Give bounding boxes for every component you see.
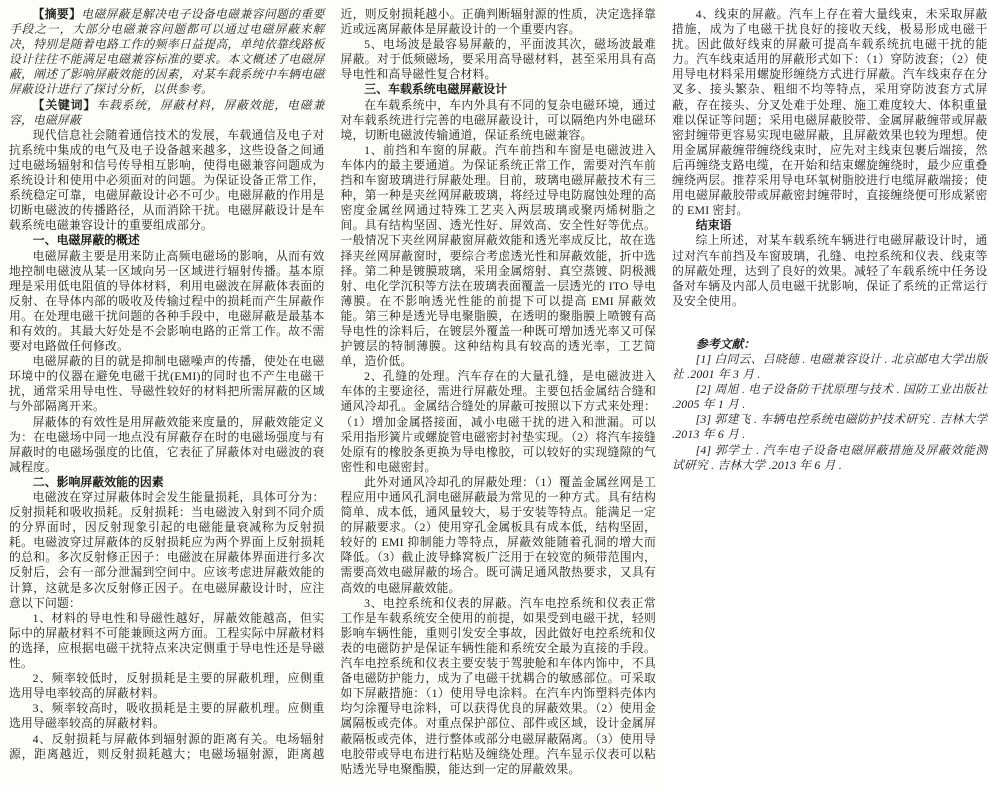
conclusion-paragraph: 综上所述，对某车载系统车辆进行电磁屏蔽设计时，通过对汽车前挡及车窗玻璃，孔缝、电控系统和仪表、线束等的屏蔽处理，达到了良好的效果。减轻了车载系统中任务设备对车辆及内部人员电磁干扰影响，保证了系统的正常运行及安全使用。 <box>672 233 988 308</box>
section3-paragraph-1: 在车载系统中，车内外具有不同的复杂电磁环境，通过对车载系统进行完善的电磁屏蔽设计，可以隔绝内外电磁环境，切断电磁波传输通道，保证系统电磁兼容。 <box>340 97 656 142</box>
keywords-label: 【关键词】 <box>32 97 97 112</box>
section-heading-1: 一、电磁屏蔽的概述 <box>32 233 140 248</box>
section1-paragraph-2: 电磁屏蔽的目的就是抑制电磁噪声的传播，使处在电磁环境中的仪器在避免电磁干扰(EMI)的同时也不产生电磁干扰，通常采用导电性、导磁性较好的材料把所需屏蔽的区域与外部隔离开来。 <box>9 354 325 414</box>
abstract-label: 【摘要】 <box>32 7 82 21</box>
abstract-paragraph <box>9 7 325 98</box>
section2-list-item-3: 3、频率较高时，吸收损耗是主要的屏蔽机理。应侧重选用导磁率较高的屏蔽材料。 <box>9 701 325 731</box>
two-column-text-area <box>9 7 988 785</box>
section3-paragraph-4: 此外对通风冷却孔的屏蔽处理：（1）覆盖金属丝网是工程应用中通风孔洞电磁屏蔽最为常见的一种方式。具有结构简单、成本低，通风量较大，易于安装等特点。能满足一定的屏蔽要求。（2）使用穿孔金属板具有成本低，结构坚固，较好的 EMI 抑制能力等特点，屏蔽效能随着孔洞的增大而降低。（3）截止波导蜂窝板广泛用于在较宽的频带范围内，需要高效电磁屏蔽的场合。既可满足通风散热要求，又具有高效的电磁屏蔽效能。 <box>340 474 656 595</box>
section2-list-item-2: 2、频率较低时，反射损耗是主要的屏蔽机理，应侧重选用导电率较高的屏蔽材料。 <box>9 671 325 701</box>
reference-item: [3] 郭建飞 . 车辆电控系统电磁防护技术研究 . 吉林大学 .2013 年 6 月 . <box>672 412 988 442</box>
references-heading: 参考文献： <box>695 336 756 351</box>
keywords-paragraph <box>9 98 325 128</box>
section2-list-item-5: 5、电场波是最容易屏蔽的，平面波其次，磁场波最难屏蔽。对于低频磁场，要采用高导磁材料，甚至采用具有高导电性和高导磁性复合材料。 <box>340 37 656 82</box>
section3-paragraph-2: 1、前挡和车窗的屏蔽。汽车前挡和车窗是电磁波进入车体内的最主要通道。为保证系统正常工作，需要对汽车前挡和车窗玻璃进行屏蔽处理。目前，玻璃电磁屏蔽技术有三种，第一种是夹丝网屏蔽玻璃，将经过导电防腐蚀处理的高密度金属丝网通过特殊工艺夹入两层玻璃或聚丙烯树脂之间。具有结构坚固、透光性好、屏效高、安全性好等优点。一般情况下夹丝网屏蔽窗屏蔽效能和透光率成反比，故在选择夹丝网屏蔽窗时，要综合考虑透光性和屏蔽效能，折中选择。第二种是镀膜玻璃，采用金属熔射、真空蒸镀、阴极溅射、电化学沉积等方法在玻璃表面覆盖一层透光的 ITO 导电薄膜。在不影响透光性能的前提下可以提高 EMI 屏蔽效能。第三种是透光导电聚脂膜，在透明的聚脂膜上喷镀有高导电性的涂料后，在镀层外覆盖一种既可增加透光率又可保护镀层的特制薄膜。这种结构具有较高的透光率，工艺简单，造价低。 <box>340 142 656 369</box>
intro-paragraph: 现代信息社会随着通信技术的发展，车载通信及电子对抗系统中集成的电气及电子设备越来越多，这些设备之间通过电磁场辐射和信号传导相互影响，使得电磁兼容问题成为系统设计和使用中必须面对的问题。为保证设备正常工作，系统稳定可靠，电磁屏蔽设计必不可少。电磁屏蔽的作用是切断电磁波的传播路径，从而消除干扰。电磁屏蔽设计是车载系统电磁兼容设计的重要组成部分。 <box>9 127 325 233</box>
section1-paragraph-1: 电磁屏蔽主要是用来防止高频电磁场的影响，从而有效地控制电磁波从某一区域向另一区域进行辐射传播。基本原理是采用低电阻值的导体材料，利用电磁波在屏蔽体表面的反射、在导体内部的吸收及传输过程中的损耗而产生屏蔽作用。在处理电磁干扰问题的各种手段中，电磁屏蔽是最基本和有效的。其最大好处是不会影响电路的正常工作。故不需要对电路做任何修改。 <box>9 248 325 354</box>
section2-list-item-1: 1、材料的导电性和导磁性越好，屏蔽效能越高，但实际中的屏蔽材料不可能兼顾这两方面。工程实际中屏蔽材料的选择，应根据电磁干扰特点来决定侧重于导电性还是导磁性。 <box>9 610 325 671</box>
keywords-text: 车载系统，屏蔽材料，屏蔽效能，电磁兼容，电磁屏蔽 <box>9 97 325 127</box>
section3-paragraph-5: 3、电控系统和仪表的屏蔽。汽车电控系统和仪表正常工作是车载系统安全使用的前提，如果受到电磁干扰，轻则影响车辆性能，重则引发安全事故，因此做好电控系统和仪表的电磁防护是保证车辆性能和系统安全最为直接的手段。汽车电控系统和仪表主要安装于驾驶舱和车体内饰中，不具备电磁防护能力，成为了电磁干扰耦合的敏感部位。可采取如下屏蔽措施：（1）使用导电涂料。在汽车内饰塑料壳体内均匀涂覆导电涂料，可以获得优良的屏蔽效果。（2）使用金属隔板或壳体。对重点保护部位、部件或区域，设计金属屏蔽隔板或壳体，进行整体或部分电磁屏蔽隔离。（3）使用导电胶带或导电布进行粘贴及缠绕处理。汽车显示仪表可以粘贴透光导电聚酯膜，能达到一定的屏蔽效果。 <box>340 595 656 776</box>
reference-item: [4] 郭学士 . 汽车电子设备电磁屏蔽措施及屏蔽效能测试研究 . 吉林大学 .2013 年 6 月 . <box>672 442 988 472</box>
section2-list-item-4: 4、反射损耗与屏蔽体到辐射源的距离有关。电场辐射源，距离越近，则反射损耗越大；电磁场辐射源，距离越近，则反射损耗越小。正确判断辐射源的性质，决定选择靠近或远离屏蔽体是屏蔽设计的一个重要内容。 <box>9 7 656 761</box>
conclusion-heading: 结束语 <box>695 218 732 233</box>
section2-paragraph-1: 电磁波在穿过屏蔽体时会发生能量损耗，具体可分为：反射损耗和吸收损耗。反射损耗：当电磁波入射到不同介质的分界面时，因反射现象引起的电磁能量衰减称为反射损耗。电磁波穿过屏蔽体的反射损耗应为两个界面上反射损耗的总和。多次反射修正因子：电磁波在屏蔽体界面进行多次反射后，会有一部分泄漏到空间中。应该考虑进屏蔽效能的计算，这就是多次反射修正因子。在电磁屏蔽设计时，应注意以下问题： <box>9 490 325 610</box>
section1-paragraph-3: 屏蔽体的有效性是用屏蔽效能来度量的，屏蔽效能定义为：在电磁场中同一地点没有屏蔽存在时的电磁场强度与有屏蔽时的电磁场强度的比值，它表征了屏蔽体对电磁波的衰减程度。 <box>9 414 325 474</box>
abstract-text: 电磁屏蔽是解决电子设备电磁兼容问题的重要手段之一，大部分电磁兼容问题都可以通过电磁屏蔽来解决，特别是随着电路工作的频率日益提高，单纯依靠线路板设计往往不能满足电磁兼容标准的要求。本文概述了电磁屏蔽，阐述了影响屏蔽效能的因素，对某车载系统中车辆电磁屏蔽设计进行了探讨分析，以供参考。 <box>9 7 325 97</box>
reference-item: [1] 白同云、吕晓德 . 电磁兼容设计 . 北京邮电大学出版社 .2001 年 3 月 . <box>672 351 988 382</box>
section-heading-2: 二、影响屏蔽效能的因素 <box>32 474 164 489</box>
section-heading-3: 三、车载系统电磁屏蔽设计 <box>364 82 507 97</box>
section3-paragraph-3: 2、孔缝的处理。汽车存在的大量孔缝，是电磁波进入车体的主要途径，需进行屏蔽处理。主要包括金属结合缝和通风冷却孔。金属结合缝处的屏蔽可按照以下方式来处理：（1）增加金属搭接面，减小电磁干扰的进入和泄漏。可以采用指形簧片或螺旋管电磁密封衬垫实现。（2）将汽车接缝处原有的橡胶条更换为导电橡胶，可以较好的实现缝隙的气密性和电磁密封。 <box>340 369 656 474</box>
reference-item: [2] 周旭 . 电子设备防干扰原理与技术 . 国防工业出版社 .2005 年 1 月 . <box>672 382 988 412</box>
section3-paragraph-6: 4、线束的屏蔽。汽车上存在着大量线束，未采取屏蔽措施，成为了电磁干扰良好的接收天线，极易形成电磁干扰。因此做好线束的屏蔽可提高车载系统抗电磁干扰的能力。汽车线束适用的屏蔽形式如下：（1）穿防波套；（2）使用导电材料采用螺旋形缠绕方式进行屏蔽。汽车线束存在分叉多、接头繁杂、粗细不均等特点，采用穿防波套方式屏蔽，存在接头、分叉处难于处理、施工难度较大、体积重量难以保证等问题；采用电磁屏蔽胶带、金属屏蔽缠带或屏蔽密封缠带更容易实现电磁屏蔽，且屏蔽效果也较为理想。使用金属屏蔽缠带缠绕线束时，应先对主线束包裹后端接，然后再缠绕支路电缆，在开始和结束螺旋缠绕时，最少应重叠缠绕两层。推荐采用导电环氧树脂胶进行电缆屏蔽端接；使用电磁屏蔽胶带或屏蔽密封缠带时，直接缠绕便可形成紧密的 EMI 密封。 <box>672 7 988 218</box>
